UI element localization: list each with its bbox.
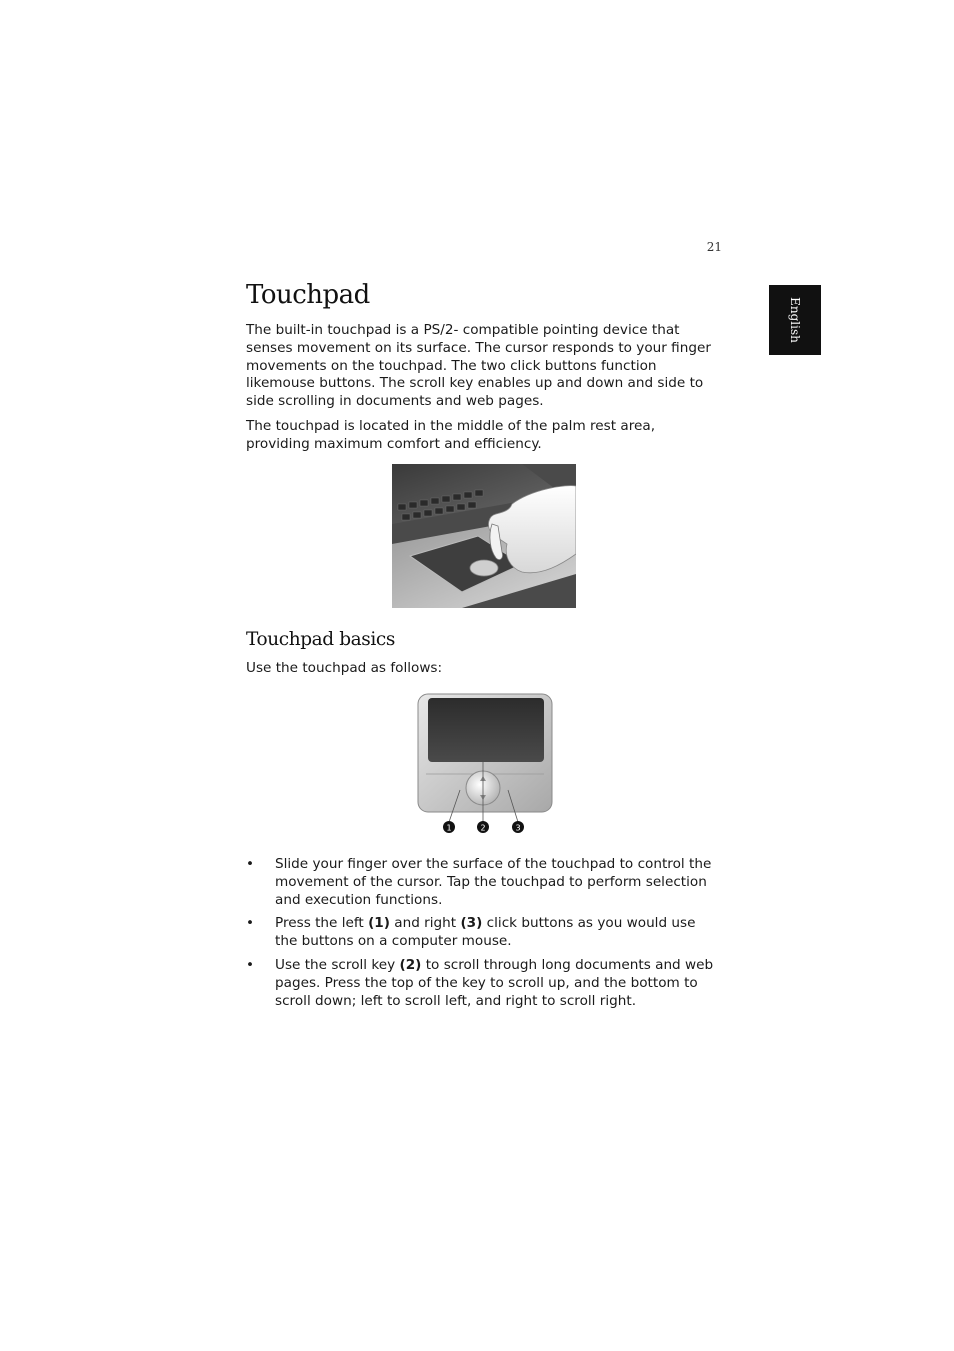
language-tab-label: English [787,297,802,343]
bullet-symbol: • [246,915,255,932]
list-item [246,957,722,1010]
list-item [246,915,722,951]
usage-bullet-list [246,856,722,1016]
subsection-title: Touchpad basics [246,629,395,650]
page-number: 21 [706,240,722,254]
bullet-text: to scroll through long documents and web pages. Press the top of the key to scroll up, and the bottom to scroll down; left to scroll left, and right to scroll right. [275,956,714,1009]
callout-1: 1 [446,823,452,833]
bullet-text: Slide your finger over the surface of the touchpad to control the movement of the cursor. Tap the touchpad to perform selection and execution functions. [275,856,712,908]
callout-3: 3 [515,823,521,833]
bullet-symbol: • [246,856,255,872]
usage-intro: Use the touchpad as follows: [246,660,443,676]
intro-paragraph: The built-in touchpad is a PS/2- compatible pointing device that senses movement on its surface. The cursor responds to your finger movements on the touchpad. The two click buttons function likemouse buttons. The scroll key enables up and down and side to side scrolling in documents and web pages. [246,322,711,410]
bullet-text: Press the left [275,915,369,932]
list-item [246,856,722,909]
location-paragraph: The touchpad is located in the middle of the palm rest area, providing maximum comfort and efficiency. [246,418,656,452]
bullet-text: Use the scroll key [275,956,400,973]
touchpad-hand-illustration [392,464,576,608]
callout-2: 2 [480,823,486,833]
bullet-ref-right: (3) [460,915,483,932]
bullet-ref-left: (1) [368,915,390,932]
language-tab [769,285,821,355]
bullet-ref-scroll: (2) [399,956,422,973]
section-title: Touchpad [246,280,370,310]
bullet-text: and right [389,915,461,932]
touchpad-diagram [412,690,557,840]
bullet-symbol: • [246,956,255,973]
bullet-text: click buttons as you would use the buttons on a computer mouse. [275,915,696,950]
